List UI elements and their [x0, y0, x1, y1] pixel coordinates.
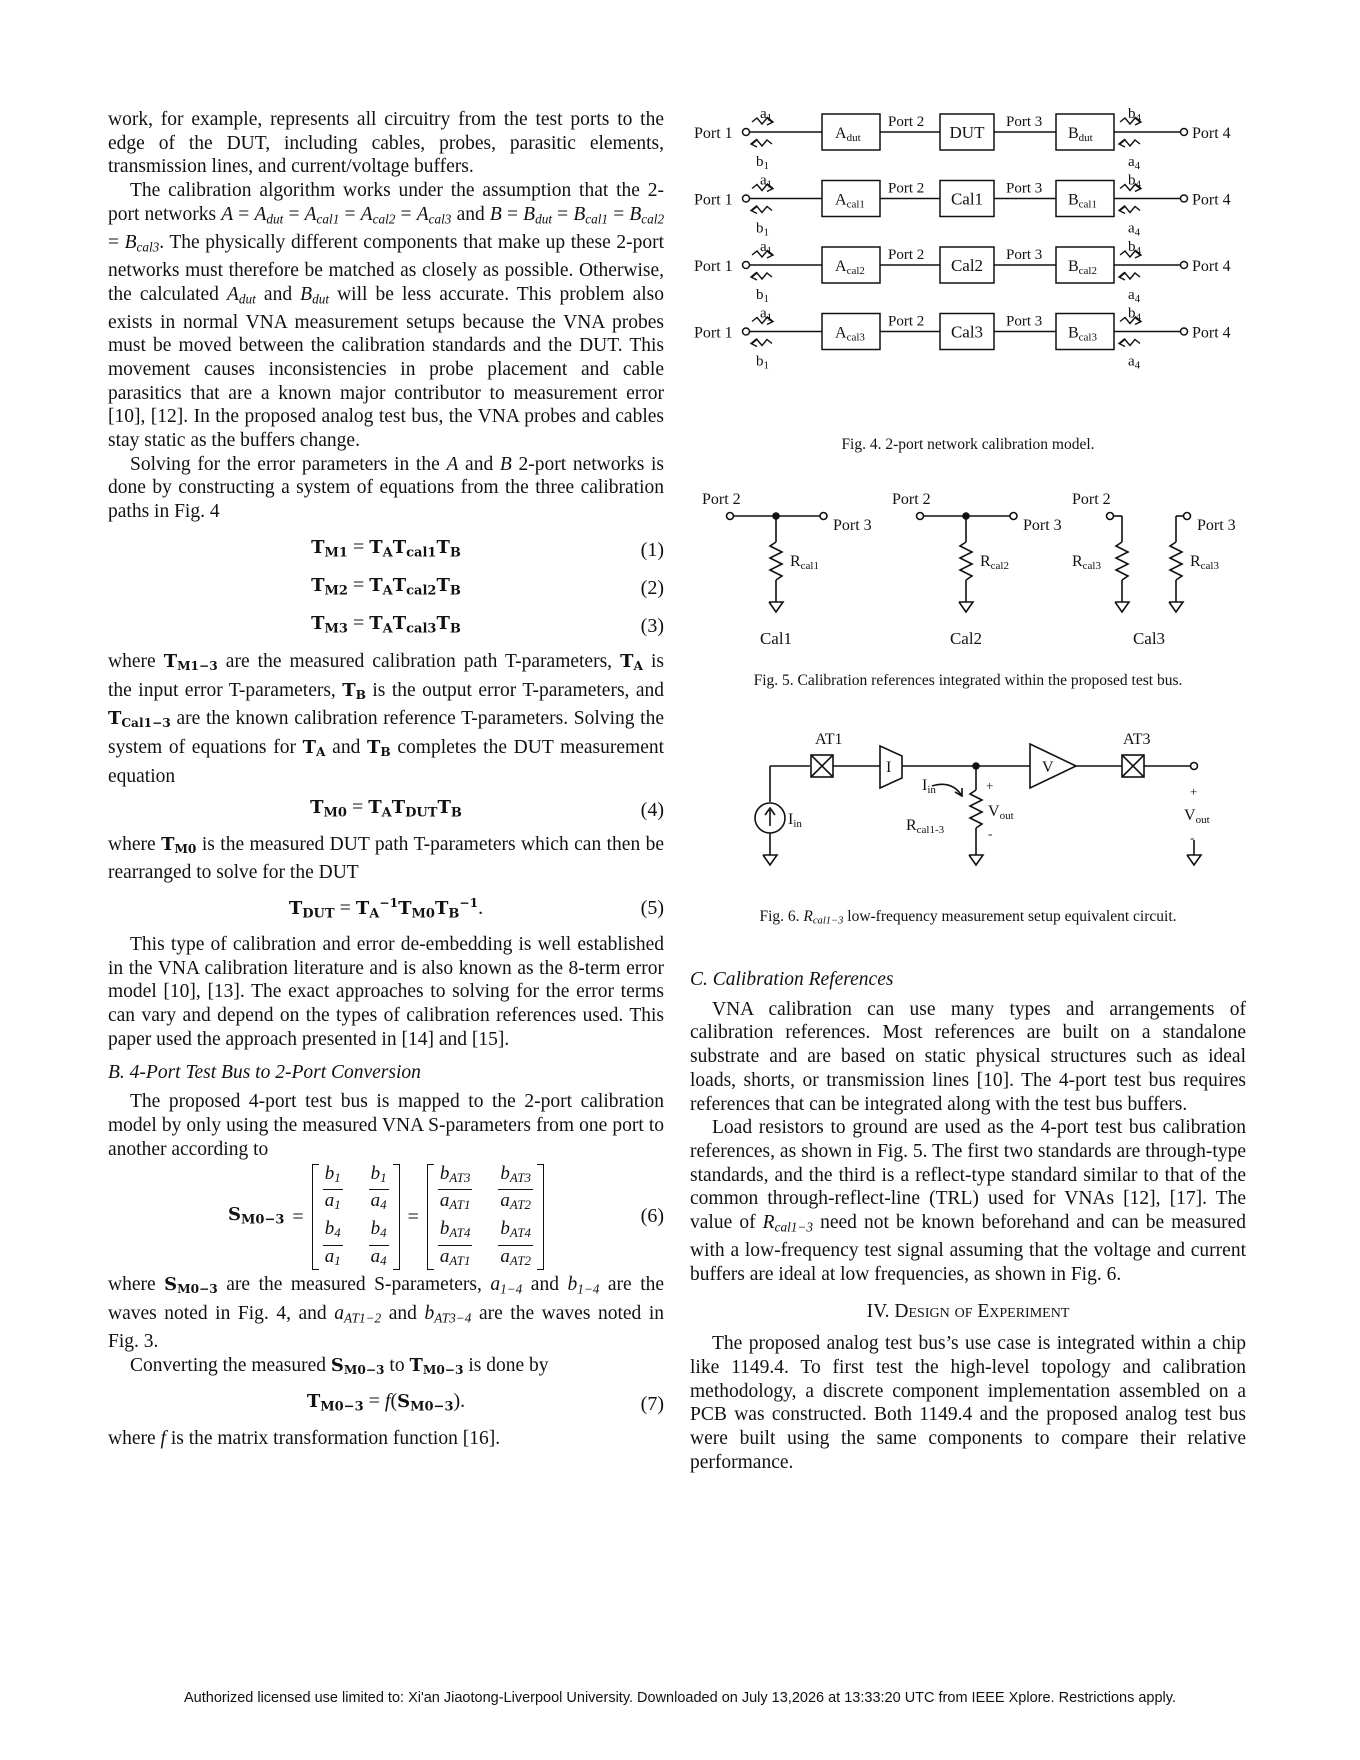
fig4-wave-b1: $b_1$	[756, 353, 769, 372]
fig4-port1-label: Port 1	[694, 324, 733, 342]
svg-text:Iin: Iin	[788, 811, 802, 830]
footer-license: Authorized licensed use limited to: Xi'an Jiaotong-Liverpool University. Downloaded on July 13,2026 at 13:33:20 UTC from IEEE Xplore. Restrictions apply.	[184, 1690, 1176, 1706]
fig4-port3-label: Port 3	[1006, 313, 1043, 330]
equation-3: $T_{M3} = T_AT_{cal3}T_B$ (3)	[311, 612, 664, 638]
svg-text:I: I	[886, 759, 892, 776]
right-column-text	[690, 968, 1246, 1474]
equation-7: $T_{M0-3} = f(S_{M0-3})$. (7)	[306, 1390, 664, 1415]
fig4-port3-label: Port 3	[1006, 114, 1043, 130]
fig4-port2-label: Port 2	[888, 180, 925, 197]
fig4-wave-a4: $a_4$	[1128, 287, 1141, 305]
section-heading-b: B. 4-Port Test Bus to 2-Port Conversion	[108, 1061, 421, 1083]
svg-text:Rcal1-3: Rcal1-3	[906, 817, 945, 836]
fig4-block-b: Bcal1	[1068, 191, 1097, 211]
fig4-wave-a1: $a_1$	[760, 239, 773, 257]
fig4-wave-b4: $b_4$	[1128, 172, 1141, 191]
fig4-port1-label: Port 1	[694, 258, 733, 275]
fig4-port4-label: Port 4	[1192, 125, 1231, 142]
fig4-wave-b4: $b_4$	[1128, 239, 1141, 257]
fig4-wave-a4: $a_4$	[1128, 353, 1141, 372]
svg-text:Rcal2: Rcal2	[980, 553, 1009, 572]
fig4-wave-a1: $a_1$	[760, 305, 773, 324]
paragraph: where $T_{M0}$ is the measured DUT path T-parameters which can then be rearranged to solve for the DUT	[108, 833, 665, 884]
figure-5-caption: Fig. 5. Calibration references integrated within the proposed test bus.	[753, 672, 1183, 689]
fig4-wave-a1: $a_1$	[760, 172, 773, 191]
fig4-wave-a4: $a_4$	[1128, 220, 1141, 239]
left-column	[108, 108, 664, 1450]
fig4-block-b: Bcal3	[1068, 324, 1097, 344]
paragraph: The proposed analog test bus’s use case is integrated within a chip like 1149.4. To first test the high-level topology and calibration methodology, a discrete component implementation assembled on a PCB was constructed. Both 1149.4 and the proposed analog test bus were built using the same components to compare their relative performance.	[690, 1333, 1246, 1473]
equation-4: $T_{M0} = T_AT_{DUT}T_B$ (4)	[310, 796, 664, 821]
fig4-port2-label: Port 2	[888, 114, 925, 130]
paragraph: Load resistors to ground are used as the 4-port test bus calibration references, as shown in Fig. 5. The first two standards are through-type standards, and the third is a reflect-type standard similar to that of the common through-reflect-line (TRL) used for VNAs [12], [17]. The value of $R_{cal1-3}$ need not be known beforehand and can be measured with a low-frequency test signal assuming that the voltage and current buffers are ideal at low frequencies, as shown in Fig. 6.	[690, 1117, 1246, 1285]
svg-text:Rcal1: Rcal1	[790, 553, 819, 572]
svg-text:AT3: AT3	[1123, 731, 1151, 748]
fig4-port1-label: Port 1	[694, 191, 733, 209]
fig4-block-b: Bdut	[1068, 125, 1093, 144]
svg-text:+: +	[986, 778, 994, 793]
fig4-port1-label: Port 1	[694, 125, 733, 142]
fig4-port4-label: Port 4	[1192, 324, 1231, 342]
figure-5-diagram	[690, 480, 1260, 650]
paragraph: VNA calibration can use many types and arrangements of calibration references. Most references are built on a standalone substrate and are based on static physical structures such as ideal loads, shorts, or transmission lines [10]. The 4-port test bus requires references that can be integrated along with the test bus buffers.	[690, 998, 1246, 1115]
paragraph: where $S_{M0-3}$ are the measured S-parameters, $a_{1-4}$ and $b_{1-4}$ are the waves noted in Fig. 4, and $a_{AT1-2}$ and $b_{AT3-4}$ are the waves noted in Fig. 3.	[108, 1274, 665, 1353]
fig4-block-a: Adut	[835, 125, 861, 144]
fig4-wave-a1: $a_1$	[760, 106, 773, 124]
svg-text:Port 2: Port 2	[892, 491, 931, 508]
fig5-label-cal3: Cal3	[1132, 629, 1166, 648]
section-heading-c: C. Calibration References	[690, 969, 894, 990]
fig4-wave-b1: $b_1$	[756, 220, 769, 239]
paragraph: This type of calibration and error de-embedding is well established in the VNA calibration literature and is also known as the 8-term error model [10], [13]. The exact approaches to solving for the error terms can vary and depend on the types of calibration references used. This paper used the approach presented in [14] and [15].	[108, 934, 664, 1050]
equation-6: $S_{M0-3}$ = $\frac{b_1}{a_1}$ $\frac{b_1}{a_4}$ $\frac{b_4}{a_1}$ $\frac{b_4}{a_4}$ = $\frac{b_{AT3}}{a_{AT1}}$ $\frac{b_{AT3}}{a_{AT2}}$ $\frac{b_{AT4}}{a_{AT1}}$ $\frac{b_{AT4}}{a_{AT2}}$ (6)	[108, 1161, 664, 1273]
fig4-block-mid: Cal2	[950, 256, 984, 275]
svg-text:Port 3: Port 3	[833, 517, 872, 534]
svg-text:Port 2: Port 2	[702, 491, 741, 508]
section-heading-iv: IV. Design of Experiment	[866, 1301, 1070, 1323]
paragraph: Converting the measured $S_{M0-3}$ to $T_{M0-3}$ is done by	[130, 1354, 549, 1377]
paragraph: where $T_{M1-3}$ are the measured calibration path T-parameters, $T_A$ is the input error T-parameters, $T_B$ is the output error T-parameters, and $T_{Cal1-3}$ are the known calibration reference T-parameters. Solving the system of equations for $T_A$ and $T_B$ completes the DUT measurement equation	[108, 650, 665, 787]
svg-text:Port 3: Port 3	[1197, 517, 1236, 534]
fig4-wave-b1: $b_1$	[756, 154, 769, 172]
svg-text:AT1: AT1	[815, 731, 843, 748]
fig4-block-a: Acal2	[835, 258, 865, 277]
fig4-port2-label: Port 2	[888, 313, 925, 330]
equation-5: $T_{DUT} = T_A^{-1}T_{M0}T_B^{-1}$. (5)	[288, 896, 664, 922]
fig4-port4-label: Port 4	[1192, 258, 1231, 275]
svg-text:+: +	[1190, 784, 1198, 799]
paragraph: where f is the matrix transformation function [16].	[108, 1427, 501, 1449]
figure-6-diagram	[690, 720, 1260, 890]
fig5-label-cal2: Cal2	[949, 629, 983, 648]
fig4-wave-b1: $b_1$	[756, 287, 769, 305]
svg-text:V: V	[1042, 759, 1054, 776]
fig4-port4-label: Port 4	[1192, 191, 1231, 209]
paragraph: The proposed 4-port test bus is mapped to the 2-port calibration model by only using the measured VNA S-parameters from one port to another according to	[108, 1091, 664, 1160]
paragraph: work, for example, represents all circuitry from the test ports to the edge of the DUT, including cables, probes, parasitic elements, transmission lines, and current/voltage buffers.	[108, 109, 664, 178]
fig4-block-mid: DUT	[949, 123, 985, 142]
svg-text:Vout: Vout	[988, 803, 1014, 822]
equation-2: $T_{M2} = T_AT_{cal2}T_B$ (2)	[311, 574, 664, 600]
fig4-port3-label: Port 3	[1006, 247, 1043, 263]
paragraph: Solving for the error parameters in the A and B 2-port networks is done by constructing a system of equations from the three calibration paths in Fig. 4	[108, 453, 665, 523]
fig4-wave-b4: $b_4$	[1128, 106, 1141, 124]
fig4-wave-a4: $a_4$	[1128, 154, 1141, 172]
fig4-block-a: Acal1	[835, 191, 865, 211]
svg-text:Iin: Iin	[922, 777, 936, 796]
fig4-block-mid: Cal1	[950, 189, 984, 209]
fig4-block-b: Bcal2	[1068, 258, 1097, 277]
figure-4-diagram	[694, 100, 1260, 420]
fig4-port2-label: Port 2	[888, 247, 925, 263]
svg-text:Port 3: Port 3	[1023, 517, 1062, 534]
fig4-block-mid: Cal3	[950, 322, 984, 342]
svg-text:Rcal3: Rcal3	[1190, 553, 1219, 572]
fig4-block-a: Acal3	[835, 324, 865, 344]
svg-text:-: -	[988, 826, 993, 841]
equation-1: $T_{M1} = T_AT_{cal1}T_B$ (1)	[311, 536, 664, 562]
svg-text:Rcal3: Rcal3	[1072, 553, 1101, 572]
fig5-label-cal1: Cal1	[759, 629, 793, 648]
svg-text:Vout: Vout	[1184, 807, 1210, 826]
fig4-wave-b4: $b_4$	[1128, 305, 1141, 324]
figure-4-caption: Fig. 4. 2-port network calibration model.	[841, 436, 1095, 453]
figure-6-caption: Fig. 6. $R_{cal1-3}$ low-frequency measurement setup equivalent circuit.	[759, 908, 1177, 927]
paragraph: The calibration algorithm works under the assumption that the 2-port networks $A = A_{dut} = A_{cal1} = A_{cal2} = A_{cal3}$ and $B = B_{dut} = B_{cal1} = B_{cal2} = B_{cal3}$. The physically different components that make up these 2-port networks must therefore be matched as closely as possible. Otherwise, the calculated $A_{dut}$ and $B_{dut}$ will be less accurate. This problem also exists in normal VNA measurement setups because the VNA probes must be moved between the calibration standards and the DUT. This movement causes inconsistencies in probe placement and cable parasitics that are a known major contributor to measurement error [10], [12]. In the proposed analog test bus, the VNA probes and cables stay static as the buffers change.	[108, 180, 665, 452]
svg-text:Port 2: Port 2	[1072, 491, 1111, 508]
svg-text:-: -	[1190, 830, 1195, 845]
fig4-port3-label: Port 3	[1006, 180, 1043, 197]
